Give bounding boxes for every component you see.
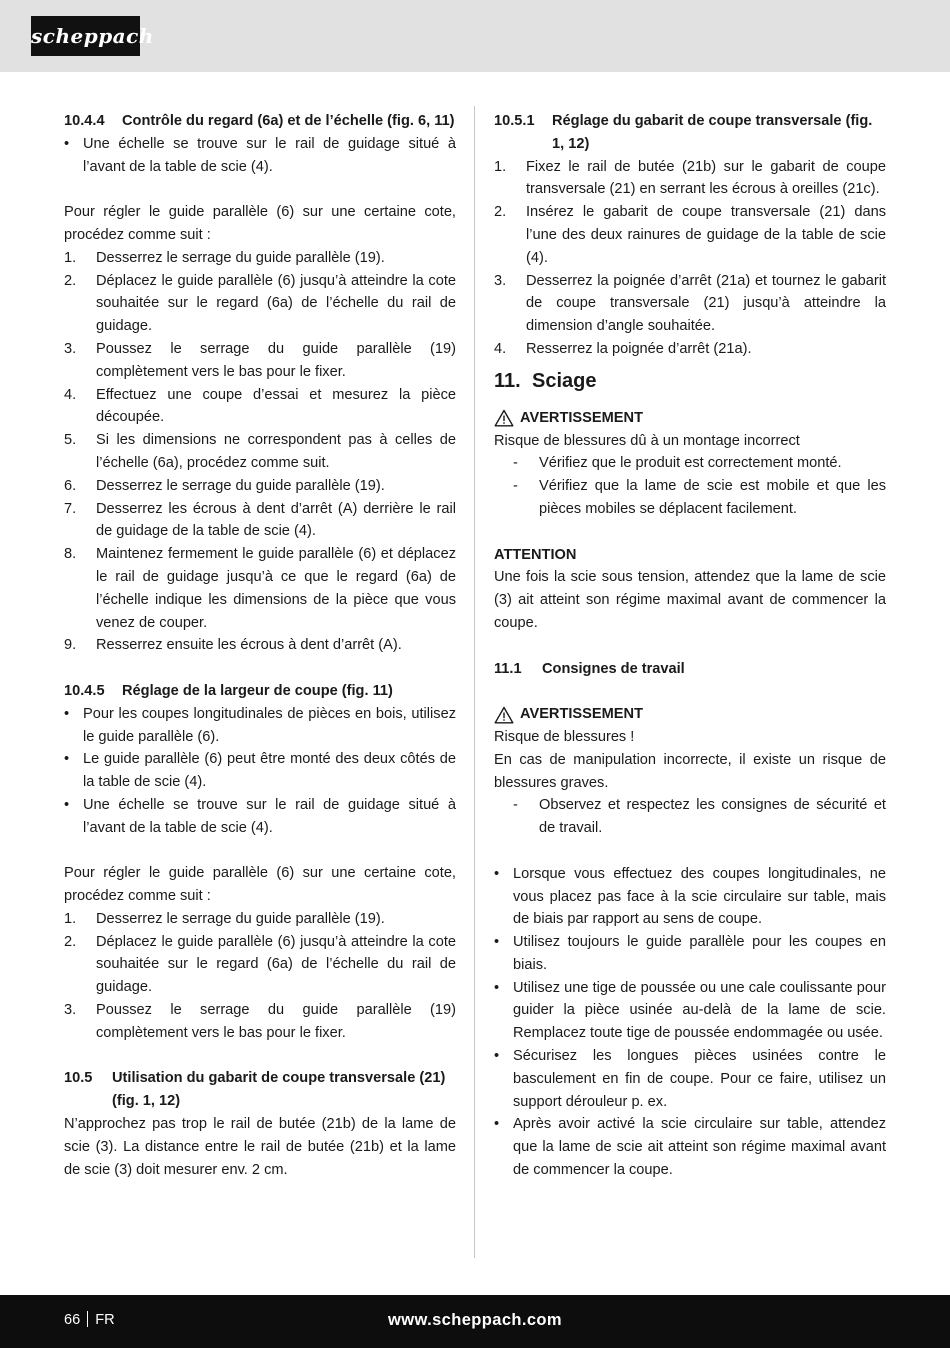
left-column [64, 110, 456, 1181]
section-heading-10-4-4: 10.4.4 Contrôle du regard (6a) et de l’échelle (fig. 6, 11) [64, 113, 455, 129]
bullet-marker: • [494, 1048, 500, 1065]
numbered-list [64, 908, 456, 1045]
dash-list [494, 452, 886, 520]
item-text: Insérez le gabarit de coupe transversale (21) dans l’une des deux rainures de guidage de la table de scie (4). [526, 204, 886, 266]
bullet-marker: • [64, 796, 70, 813]
list-item [494, 931, 886, 977]
item-text: Desserrez les écrous à dent d’arrêt (A) derrière le rail de guidage de la table de scie (4). [96, 500, 456, 540]
chapter-title-11: 11. Sciage [494, 369, 597, 392]
item-number: 5. [64, 432, 77, 449]
section-heading-10-5: 10.5 Utilisation du gabarit de coupe transversale (21) (fig. 1, 12) [64, 1070, 446, 1110]
item-text: Maintenez fermement le guide parallèle (6) et déplacez le rail de guidage jusqu’à ce que le regard (6a) de l’échelle indique les dimensions de la pièce que vous venez de couper. [96, 546, 456, 631]
item-number: 8. [64, 546, 77, 563]
bullet-marker: • [494, 979, 500, 996]
right-column [494, 110, 886, 1182]
item-number: 9. [64, 637, 77, 654]
item-number: 1. [64, 910, 77, 927]
numbered-list [64, 247, 456, 657]
paragraph: Risque de blessures ! [494, 728, 635, 745]
list-item [494, 475, 886, 521]
item-text: Le guide parallèle (6) peut être monté des deux côtés de la table de scie (4). [83, 751, 456, 791]
page-number: 66 [64, 1312, 81, 1328]
numbered-list [494, 156, 886, 361]
brand-logo: scheppach [31, 16, 140, 56]
item-text: Effectuez une coupe d’essai et mesurez la pièce découpée. [96, 386, 456, 426]
list-item [64, 475, 456, 498]
item-text: Desserrez le serrage du guide parallèle (19). [96, 477, 385, 494]
list-item [64, 703, 456, 749]
item-number: 4. [494, 340, 507, 357]
bullet-list [64, 703, 456, 840]
list-item [494, 1045, 886, 1113]
list-item [494, 338, 886, 361]
item-number: 4. [64, 386, 77, 403]
item-text: Si les dimensions ne correspondent pas à celles de l’échelle (6a), procédez comme suit. [96, 432, 456, 471]
warning-heading: AVERTISSEMENT [494, 407, 886, 430]
list-item [494, 863, 886, 931]
bullet-marker: • [494, 934, 500, 951]
item-text: Poussez le serrage du guide parallèle (19) complètement vers le bas pour le fixer. [96, 340, 456, 380]
item-number: 3. [64, 1002, 77, 1019]
paragraph: Pour régler le guide parallèle (6) sur une certaine cote, procédez comme suit : [64, 204, 456, 243]
list-item [64, 133, 456, 179]
item-text: Desserrez la poignée d’arrêt (21a) et tournez le gabarit de coupe transversale (21) jusqu’à atteindre la dimension d’angle souhaitée. [526, 272, 886, 335]
item-number: 6. [64, 477, 77, 494]
dash-list [494, 794, 886, 840]
item-text: Desserrez le serrage du guide parallèle (19). [96, 910, 385, 927]
list-item [64, 270, 456, 338]
page-footer [0, 1295, 950, 1348]
bullet-list [64, 133, 456, 179]
bullet-marker: • [64, 751, 70, 768]
item-text: Déplacez le guide parallèle (6) jusqu’à atteindre la cote souhaitée sur le regard (6a) de l’échelle du rail de guidage. [96, 272, 456, 335]
item-text: Sécurisez les longues pièces usinées contre le basculement en fin de coupe. Pour ce faire, utilisez un support dérouleur p. ex. [513, 1048, 886, 1110]
item-number: 7. [64, 500, 77, 517]
item-text: Resserrez la poignée d’arrêt (21a). [526, 340, 752, 357]
list-item [64, 429, 456, 475]
list-item [494, 270, 886, 338]
list-item [494, 794, 886, 840]
list-item [64, 794, 456, 840]
list-item [64, 384, 456, 430]
list-item [64, 543, 456, 634]
list-item [64, 908, 456, 931]
list-item [64, 999, 456, 1045]
item-text: Une échelle se trouve sur le rail de guidage situé à l’avant de la table de scie (4). [83, 796, 456, 836]
language-code: FR [95, 1312, 115, 1328]
item-number: 3. [494, 272, 507, 289]
dash-marker: - [513, 797, 518, 814]
paragraph: Risque de blessures dû à un montage incorrect [494, 432, 800, 449]
item-text: Vérifiez que la lame de scie est mobile et que les pièces mobiles se déplacent facilement. [539, 478, 886, 517]
item-text: Lorsque vous effectuez des coupes longitudinales, ne vous placez pas face à la scie circulaire sur table, mais de biais par rapport au sens de coupe. [513, 865, 886, 928]
item-number: 2. [494, 204, 507, 221]
paragraph: Pour régler le guide parallèle (6) sur une certaine cote, procédez comme suit : [64, 865, 456, 905]
item-text: Utilisez une tige de poussée ou une cale coulissante pour guider la pièce usinée au-delà de la lame de scie. Remplacez toute tige de poussée endommagée ou usée. [513, 979, 886, 1042]
item-text: Après avoir activé la scie circulaire sur table, attendez que la lame de scie ait atteint son régime maximal avant de commencer la coupe. [513, 1116, 886, 1179]
section-heading-10-4-5: 10.4.5 Réglage de la largeur de coupe (fig. 11) [64, 682, 393, 699]
item-text: Utilisez toujours le guide parallèle pour les coupes en biais. [513, 934, 886, 973]
list-item [64, 247, 456, 270]
bullet-marker: • [494, 865, 500, 882]
warning-triangle-icon [494, 409, 514, 427]
list-item [494, 452, 886, 475]
attention-heading: ATTENTION [494, 546, 577, 563]
page-header [0, 0, 950, 72]
paragraph: N’approchez pas trop le rail de butée (21b) de la lame de scie (3). La distance entre le rail de butée (21b) et la lame de scie (3) doit mesurer env. 2 cm. [64, 1116, 456, 1178]
section-heading-11-1: 11.1 Consignes de travail [494, 660, 685, 677]
dash-marker: - [513, 478, 518, 495]
warning-heading: AVERTISSEMENT [494, 703, 886, 726]
item-text: Resserrez ensuite les écrous à dent d’arrêt (A). [96, 637, 402, 654]
item-number: 1. [64, 249, 77, 266]
item-text: Desserrez le serrage du guide parallèle (19). [96, 249, 385, 266]
paragraph: Une fois la scie sous tension, attendez que la lame de scie (3) ait atteint son régime maximal avant de commencer la coupe. [494, 569, 886, 631]
list-item [64, 931, 456, 999]
bullet-marker: • [494, 1116, 500, 1133]
item-number: 3. [64, 340, 77, 357]
bullet-list [494, 863, 886, 1182]
item-text: Une échelle se trouve sur le rail de guidage situé à l’avant de la table de scie (4). [83, 135, 456, 175]
list-item [494, 156, 886, 202]
item-text: Vérifiez que le produit est correctement monté. [539, 455, 842, 472]
column-divider [474, 106, 475, 1258]
list-item [64, 338, 456, 384]
list-item [64, 748, 456, 794]
item-text: Pour les coupes longitudinales de pièces en bois, utilisez le guide parallèle (6). [83, 705, 456, 745]
footer-url: www.scheppach.com [388, 1311, 562, 1329]
paragraph: En cas de manipulation incorrecte, il existe un risque de blessures graves. [494, 751, 886, 791]
list-item [64, 634, 456, 657]
item-text: Fixez le rail de butée (21b) sur le gabarit de coupe transversale (21) en serrant les écrous à oreilles (21c). [526, 158, 886, 198]
item-number: 2. [64, 933, 77, 950]
item-text: Déplacez le guide parallèle (6) jusqu’à atteindre la cote souhaitée sur le regard (6a) de l’échelle du rail de guidage. [96, 933, 456, 996]
warning-triangle-icon [494, 706, 514, 724]
item-text: Poussez le serrage du guide parallèle (19) complètement vers le bas pour le fixer. [96, 1002, 456, 1041]
bullet-marker: • [64, 135, 70, 152]
dash-marker: - [513, 455, 518, 472]
list-item [494, 201, 886, 269]
item-text: Observez et respectez les consignes de sécurité et de travail. [539, 797, 886, 837]
section-heading-10-5-1: 10.5.1 Réglage du gabarit de coupe transversale (fig. 1, 12) [494, 113, 873, 152]
item-number: 2. [64, 272, 77, 289]
list-item [494, 1113, 886, 1181]
list-item [64, 498, 456, 544]
list-item [494, 977, 886, 1045]
item-number: 1. [494, 158, 507, 175]
bullet-marker: • [64, 705, 70, 722]
